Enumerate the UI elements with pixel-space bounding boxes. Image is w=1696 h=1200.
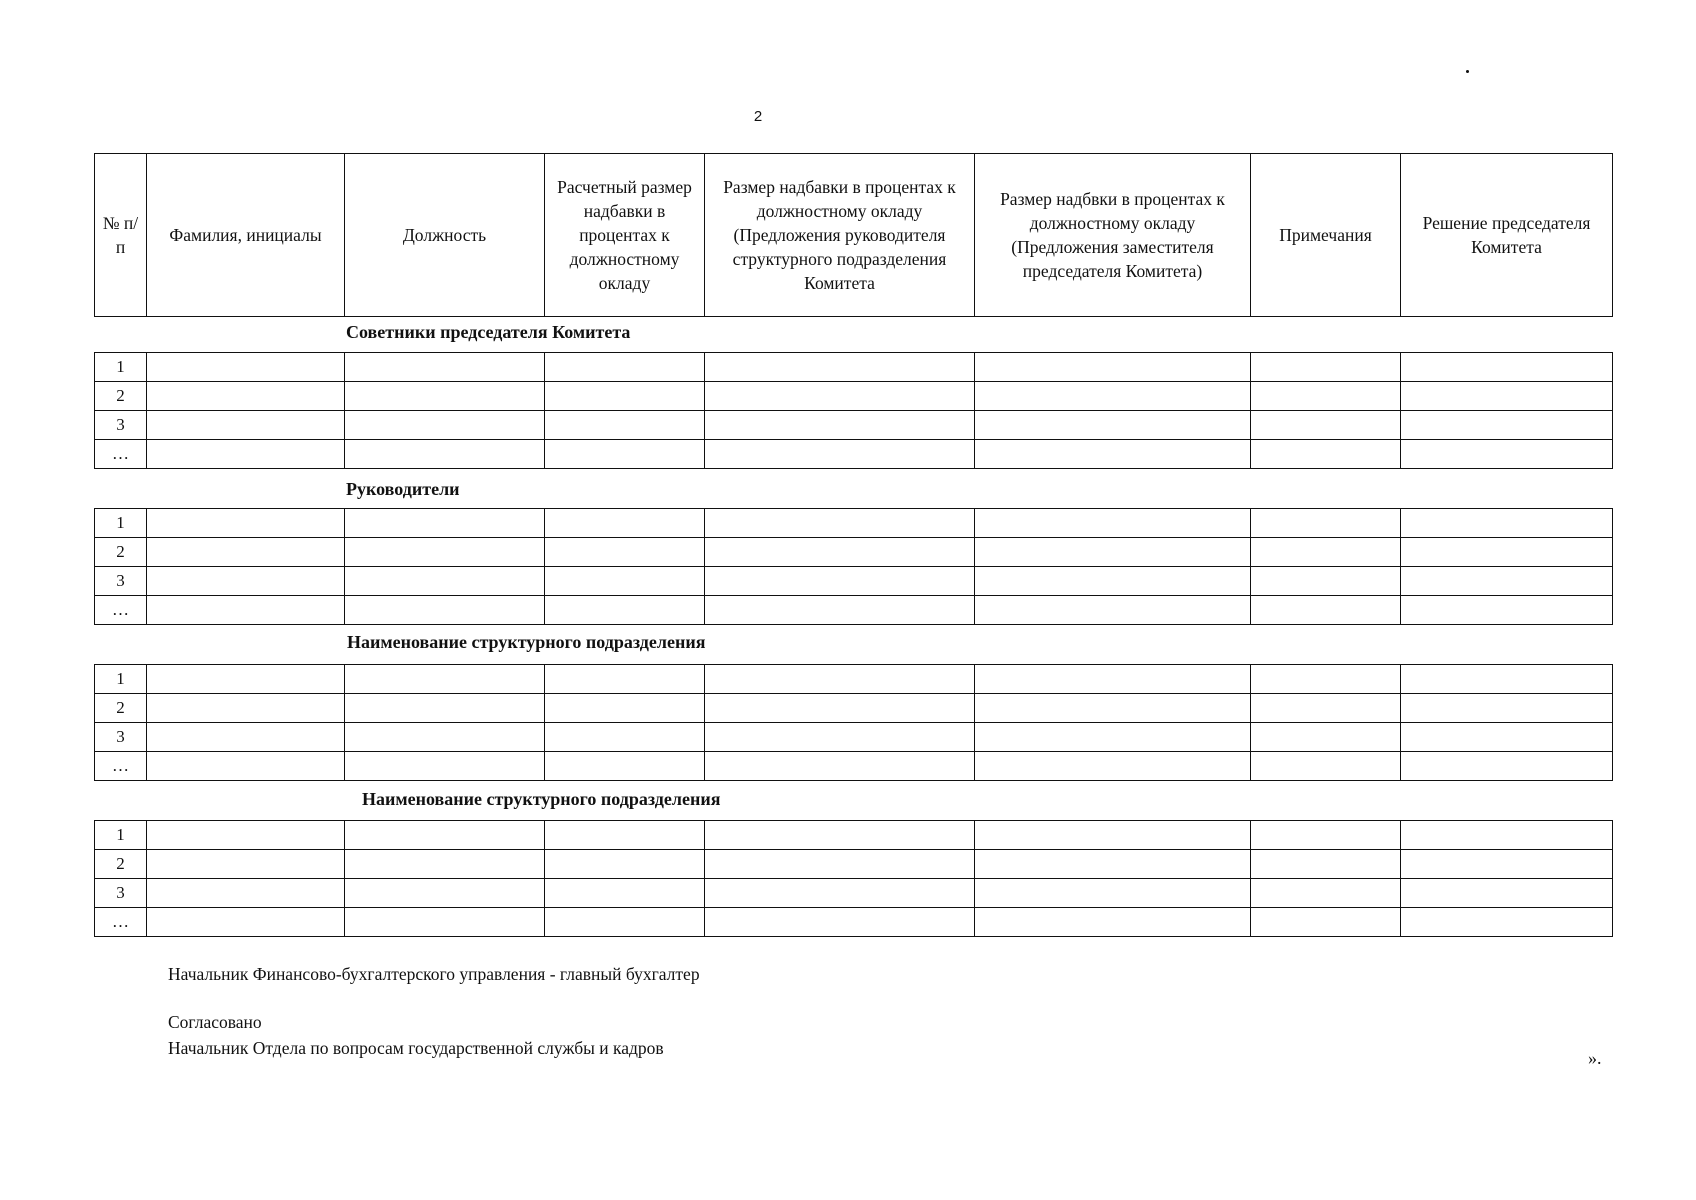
cell	[545, 879, 705, 908]
section-table-managers	[94, 508, 1613, 625]
cell	[705, 567, 975, 596]
cell	[345, 694, 545, 723]
cell	[545, 850, 705, 879]
header-col-calculated-bonus: Расчетный размер надбавки в процентах к должностному окладу	[545, 154, 705, 317]
cell	[1401, 879, 1613, 908]
cell	[975, 382, 1251, 411]
cell	[345, 509, 545, 538]
cell	[1251, 821, 1401, 850]
cell	[147, 694, 345, 723]
cell	[1401, 596, 1613, 625]
cell	[147, 353, 345, 382]
row-number: …	[95, 440, 147, 469]
cell	[975, 509, 1251, 538]
cell	[705, 353, 975, 382]
cell	[345, 538, 545, 567]
cell	[975, 665, 1251, 694]
cell	[705, 411, 975, 440]
cell	[345, 723, 545, 752]
cell	[147, 440, 345, 469]
cell	[1251, 382, 1401, 411]
table-row	[95, 440, 1613, 469]
cell	[545, 665, 705, 694]
cell	[545, 509, 705, 538]
cell	[147, 752, 345, 781]
cell	[975, 879, 1251, 908]
cell	[545, 538, 705, 567]
cell	[147, 382, 345, 411]
cell	[147, 665, 345, 694]
cell	[1251, 694, 1401, 723]
row-number: 2	[95, 694, 147, 723]
cell	[975, 440, 1251, 469]
scan-dot	[1466, 70, 1469, 73]
table-row	[95, 723, 1613, 752]
cell	[1401, 440, 1613, 469]
cell	[975, 752, 1251, 781]
cell	[975, 538, 1251, 567]
cell	[1251, 538, 1401, 567]
cell	[147, 879, 345, 908]
cell	[975, 353, 1251, 382]
cell	[1251, 879, 1401, 908]
cell	[1251, 723, 1401, 752]
cell	[705, 596, 975, 625]
cell	[1401, 353, 1613, 382]
cell	[147, 908, 345, 937]
cell	[545, 821, 705, 850]
row-number: 1	[95, 353, 147, 382]
cell	[545, 411, 705, 440]
table-row	[95, 665, 1613, 694]
cell	[1401, 908, 1613, 937]
cell	[147, 567, 345, 596]
row-number: 3	[95, 879, 147, 908]
header-table	[94, 153, 1613, 317]
cell	[1401, 382, 1613, 411]
row-number: 3	[95, 411, 147, 440]
row-number: …	[95, 908, 147, 937]
row-number: 1	[95, 665, 147, 694]
table-row	[95, 694, 1613, 723]
cell	[705, 850, 975, 879]
header-col-name: Фамилия, инициалы	[147, 154, 345, 317]
cell	[545, 723, 705, 752]
section-title-department-1: Наименование структурного подразделения	[347, 632, 706, 652]
table-row	[95, 596, 1613, 625]
table-row	[95, 567, 1613, 596]
cell	[1401, 665, 1613, 694]
row-number: …	[95, 596, 147, 625]
row-number: …	[95, 752, 147, 781]
table-row	[95, 509, 1613, 538]
cell	[1401, 509, 1613, 538]
table-row	[95, 821, 1613, 850]
cell	[147, 596, 345, 625]
cell	[545, 908, 705, 937]
cell	[345, 908, 545, 937]
row-number: 3	[95, 567, 147, 596]
section-table-advisors	[94, 352, 1613, 469]
cell	[975, 723, 1251, 752]
header-col-deputy-proposal: Размер надбвки в процентах к должностному окладу (Предложения заместителя председателя Комитета)	[975, 154, 1251, 317]
cell	[147, 723, 345, 752]
header-col-head-proposal: Размер надбавки в процентах к должностному окладу (Предложения руководителя структурного подразделения Комитета	[705, 154, 975, 317]
section-title-advisors: Советники председателя Комитета	[346, 322, 631, 342]
cell	[1401, 411, 1613, 440]
table-row	[95, 752, 1613, 781]
cell	[1251, 440, 1401, 469]
cell	[1251, 509, 1401, 538]
table-row	[95, 353, 1613, 382]
header-col-chairman-decision: Решение председателя Комитета	[1401, 154, 1613, 317]
cell	[345, 411, 545, 440]
cell	[1401, 850, 1613, 879]
cell	[1401, 567, 1613, 596]
cell	[705, 538, 975, 567]
cell	[545, 440, 705, 469]
table-row	[95, 879, 1613, 908]
header-col-number: № п/п	[95, 154, 147, 317]
cell	[147, 538, 345, 567]
section-table-department-2	[94, 820, 1613, 937]
cell	[147, 509, 345, 538]
cell	[705, 665, 975, 694]
page-number: 2	[753, 108, 763, 125]
table-row	[95, 411, 1613, 440]
row-number: 3	[95, 723, 147, 752]
cell	[975, 850, 1251, 879]
cell	[1251, 596, 1401, 625]
cell	[545, 596, 705, 625]
row-number: 2	[95, 538, 147, 567]
cell	[975, 596, 1251, 625]
cell	[1251, 353, 1401, 382]
table-row	[95, 382, 1613, 411]
cell	[1401, 538, 1613, 567]
signature-line-hr-head: Начальник Отдела по вопросам государственной службы и кадров	[168, 1038, 664, 1058]
cell	[1251, 411, 1401, 440]
cell	[705, 440, 975, 469]
cell	[1251, 850, 1401, 879]
cell	[1251, 665, 1401, 694]
cell	[345, 850, 545, 879]
cell	[545, 567, 705, 596]
cell	[705, 752, 975, 781]
cell	[147, 821, 345, 850]
row-number: 2	[95, 382, 147, 411]
cell	[705, 879, 975, 908]
cell	[345, 353, 545, 382]
row-number: 2	[95, 850, 147, 879]
cell	[345, 567, 545, 596]
cell	[705, 694, 975, 723]
cell	[1401, 694, 1613, 723]
cell	[545, 353, 705, 382]
cell	[1251, 752, 1401, 781]
cell	[545, 382, 705, 411]
cell	[147, 850, 345, 879]
cell	[345, 665, 545, 694]
section-table-department-1	[94, 664, 1613, 781]
cell	[345, 821, 545, 850]
cell	[1401, 723, 1613, 752]
table-row	[95, 908, 1613, 937]
header-col-notes: Примечания	[1251, 154, 1401, 317]
cell	[1401, 752, 1613, 781]
row-number: 1	[95, 821, 147, 850]
section-title-department-2: Наименование структурного подразделения	[362, 789, 721, 809]
cell	[345, 382, 545, 411]
cell	[705, 509, 975, 538]
cell	[705, 723, 975, 752]
cell	[1251, 908, 1401, 937]
signature-line-chief-accountant: Начальник Финансово-бухгалтерского управления - главный бухгалтер	[168, 964, 700, 984]
cell	[1251, 567, 1401, 596]
cell	[345, 440, 545, 469]
cell	[705, 382, 975, 411]
cell	[975, 567, 1251, 596]
cell	[975, 411, 1251, 440]
approval-label: Согласовано	[168, 1012, 262, 1032]
cell	[345, 879, 545, 908]
cell	[345, 596, 545, 625]
cell	[705, 821, 975, 850]
header-col-position: Должность	[345, 154, 545, 317]
cell	[545, 752, 705, 781]
closing-quote: ».	[1588, 1048, 1602, 1068]
section-title-managers: Руководители	[346, 479, 460, 499]
cell	[975, 694, 1251, 723]
cell	[705, 908, 975, 937]
table-row	[95, 850, 1613, 879]
cell	[975, 821, 1251, 850]
cell	[975, 908, 1251, 937]
cell	[1401, 821, 1613, 850]
cell	[345, 752, 545, 781]
cell	[147, 411, 345, 440]
table-row	[95, 538, 1613, 567]
row-number: 1	[95, 509, 147, 538]
cell	[545, 694, 705, 723]
